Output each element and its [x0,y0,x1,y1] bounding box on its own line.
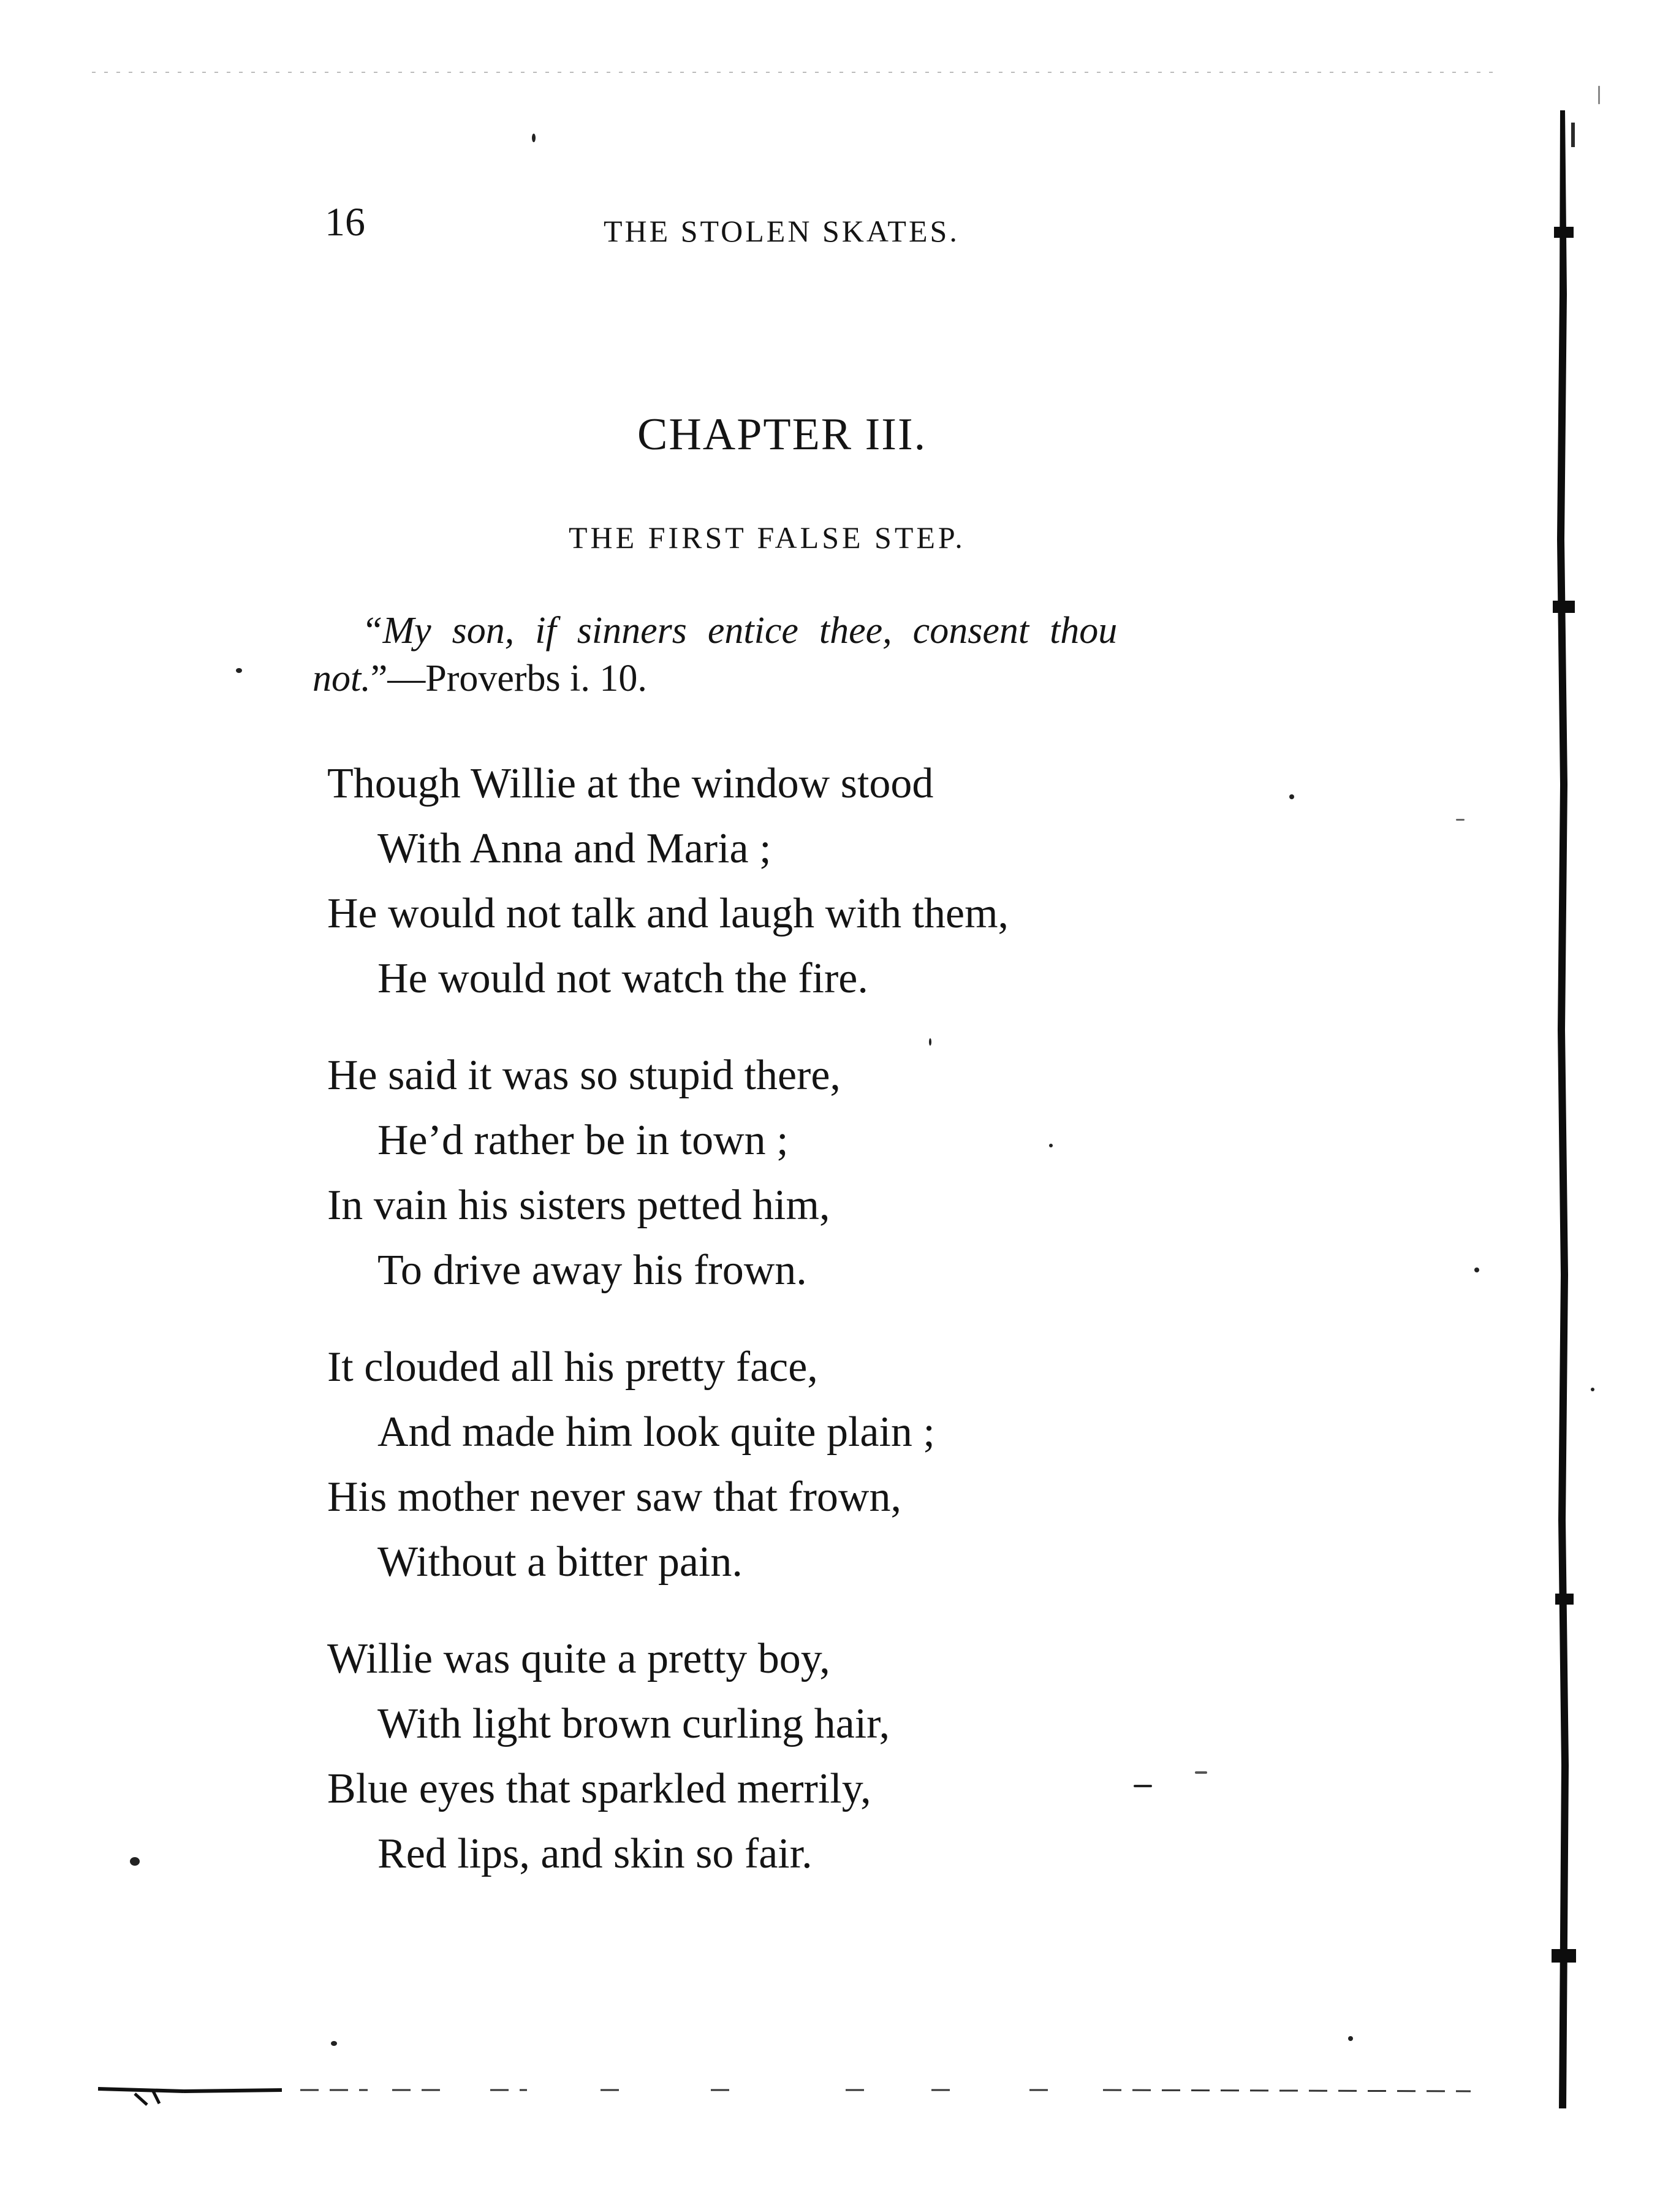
poem-line: Red lips, and skin so fair. [377,1830,813,1877]
scan-top-rule [92,66,1501,78]
scan-speck [130,1857,140,1866]
scan-speck [1474,1268,1479,1272]
scan-speck [1049,1144,1053,1147]
epigraph-word: My [382,610,431,652]
epigraph-word: son, [452,610,515,652]
scan-speck [1195,1771,1207,1774]
scan-speck [929,1038,931,1046]
poem-line: It clouded all his pretty face, [327,1344,818,1391]
epigraph-word: if [535,610,556,652]
scan-bottom-rule [98,2083,1495,2107]
epigraph [313,607,1317,702]
epigraph-close-quote: ” [370,658,388,699]
chapter-title: CHAPTER III. [637,409,927,460]
scan-speck [1289,794,1294,799]
binding-edge-shadow [1547,110,1581,2108]
scan-speck [1591,1388,1594,1391]
poem-line: Though Willie at the window stood [327,760,934,807]
poem-line: In vain his sisters petted him, [327,1182,830,1229]
scan-speck [532,134,536,142]
scan-speck [1456,819,1465,821]
poem-line: His mother never saw that frown, [327,1473,901,1521]
epigraph-word: entice [707,610,798,652]
epigraph-open-quote: “ [362,610,383,652]
poem-line: And made him look quite plain ; [377,1408,935,1456]
poem-line: He would not watch the fire. [377,955,868,1002]
page-number: 16 [325,200,365,245]
stanza [327,1335,1009,1595]
poem-line: Blue eyes that sparkled merrily, [327,1765,871,1812]
scan-speck [331,2041,337,2046]
scan-speck [1598,86,1600,104]
poem-line: He said it was so stupid there, [327,1052,841,1099]
poem-line: To drive away his frown. [377,1247,807,1294]
epigraph-line-1 [313,607,1317,655]
poem-line: He’d rather be in town ; [377,1117,789,1164]
stanza [327,1627,1009,1887]
epigraph-word: consent [912,610,1029,652]
epigraph-word: thou [1050,610,1118,652]
stanza [327,751,1009,1011]
epigraph-line-2 [313,655,1317,702]
running-head: THE STOLEN SKATES. [604,214,960,248]
poem-line: With Anna and Maria ; [377,825,771,872]
poem-line: Without a bitter pain. [377,1538,743,1586]
epigraph-quote-end: not. [313,658,371,699]
poem-line: Willie was quite a pretty boy, [327,1635,830,1682]
scan-speck [1348,2036,1353,2041]
poem-line: He would not talk and laugh with them, [327,890,1009,937]
epigraph-word: thee, [819,610,892,652]
poem-line: With light brown curling hair, [377,1700,890,1747]
scan-speck [236,668,242,673]
chapter-subtitle: THE FIRST FALSE STEP. [569,520,966,555]
poem [327,751,1009,1918]
stanza [327,1043,1009,1303]
epigraph-word: sinners [577,610,687,652]
epigraph-attribution: —Proverbs i. 10. [387,658,647,699]
scan-speck [1134,1785,1152,1787]
